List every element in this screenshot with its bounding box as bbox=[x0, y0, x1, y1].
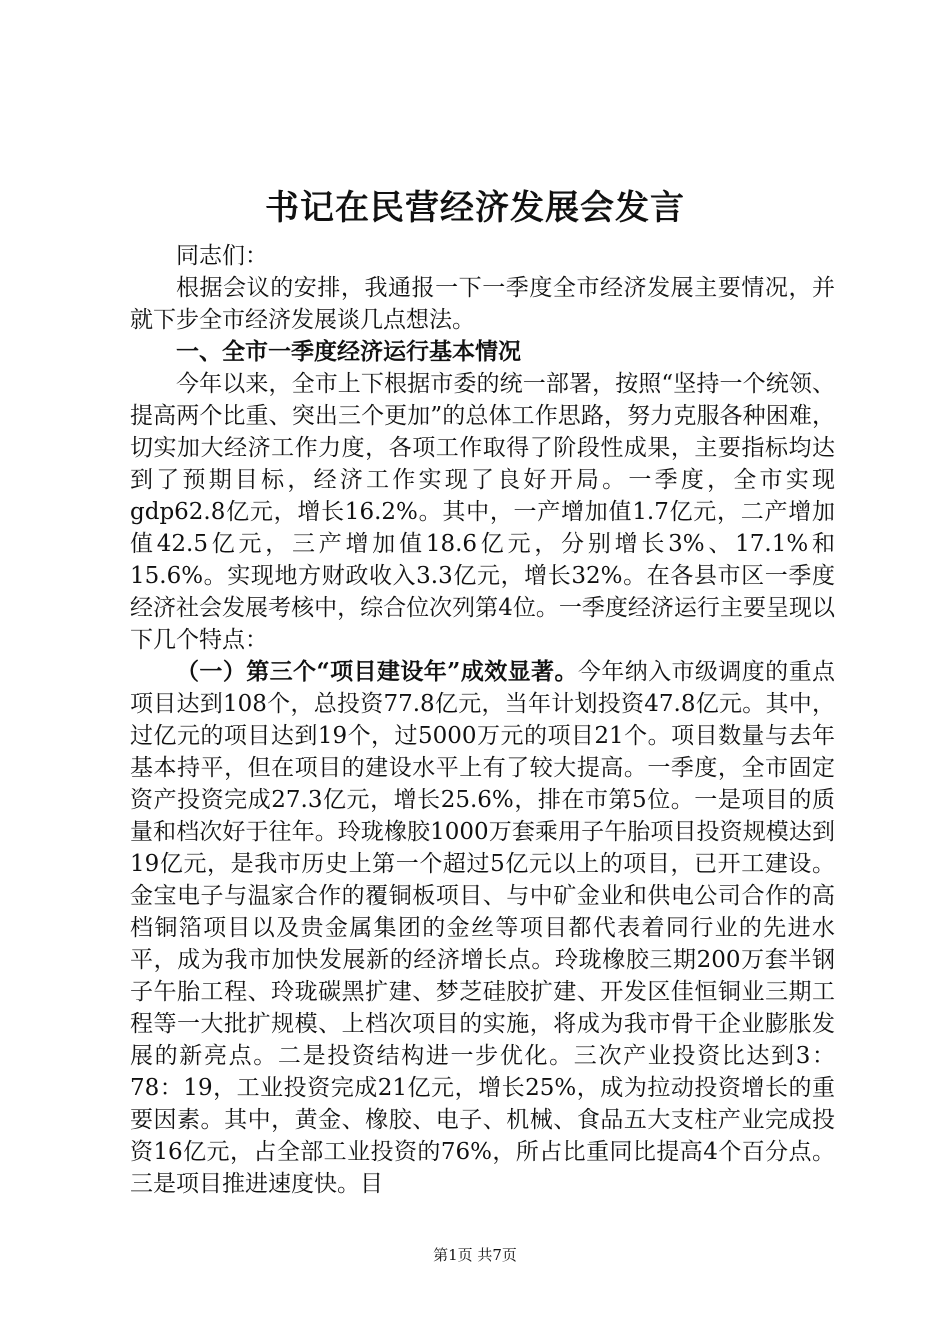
intro-paragraph: 根据会议的安排，我通报一下一季度全市经济发展主要情况，并就下步全市经济发展谈几点想法。 bbox=[130, 275, 835, 333]
section-heading-1: 一、全市一季度经济运行基本情况 bbox=[176, 338, 521, 365]
subsection-1-paragraph bbox=[130, 656, 835, 1200]
subsection-1-heading: （一）第三个“项目建设年”成效显著。 bbox=[176, 658, 578, 685]
section-1-paragraph: 今年以来，全市上下根据市委的统一部署，按照“坚持一个统领、提高两个比重、突出三个更加”的总体工作思路，努力克服各种困难，切实加大经济工作力度，各项工作取得了阶段性成果，主要指标均达到了预期目标，经济工作实现了良好开局。一季度，全市实现gdp62.8亿元，增长16.2%。其中，一产增加值1.7亿元，二产增加值42.5亿元，三产增加值18.6亿元，分别增长3%、17.1%和15.6%。实现地方财政收入3.3亿元，增长32%。在各县市区一季度经济社会发展考核中，综合位次列第4位。一季度经济运行主要呈现以下几个特点： bbox=[130, 371, 835, 653]
document-body bbox=[130, 240, 835, 1200]
document-title: 书记在民营经济发展会发言 bbox=[265, 188, 685, 228]
salutation: 同志们： bbox=[176, 243, 268, 269]
page-footer: 第1页 共7页 bbox=[433, 1246, 517, 1264]
subsection-1-text: 今年纳入市级调度的重点项目达到108个，总投资77.8亿元，当年计划投资47.8亿元。其中，过亿元的项目达到19个，过5000万元的项目21个。项目数量与去年基本持平，但在项目的建设水平上有了较大提高。一季度，全市固定资产投资完成27.3亿元，增长25.6%，排在市第5位。一是项目的质量和档次好于往年。玲珑橡胶1000万套乘用子午胎项目投资规模达到19亿元，是我市历史上第一个超过5亿元以上的项目，已开工建设。金宝电子与温家合作的覆铜板项目、与中矿金业和供电公司合作的高档铜箔项目以及贵金属集团的金丝等项目都代表着同行业的先进水平，成为我市加快发展新的经济增长点。玲珑橡胶三期200万套半钢子午胎工程、玲珑碳黑扩建、梦芝硅胶扩建、开发区佳恒铜业三期工程等一大批扩规模、上档次项目的实施，将成为我市骨干企业膨胀发展的新亮点。二是投资结构进一步优化。三次产业投资比达到3：78：19，工业投资完成21亿元，增长25%，成为拉动投资增长的重要因素。其中，黄金、橡胶、电子、机械、食品五大支柱产业完成投资16亿元，占全部工业投资的76%，所占比重同比提高4个百分点。三是项目推进速度快。目 bbox=[130, 659, 835, 1197]
